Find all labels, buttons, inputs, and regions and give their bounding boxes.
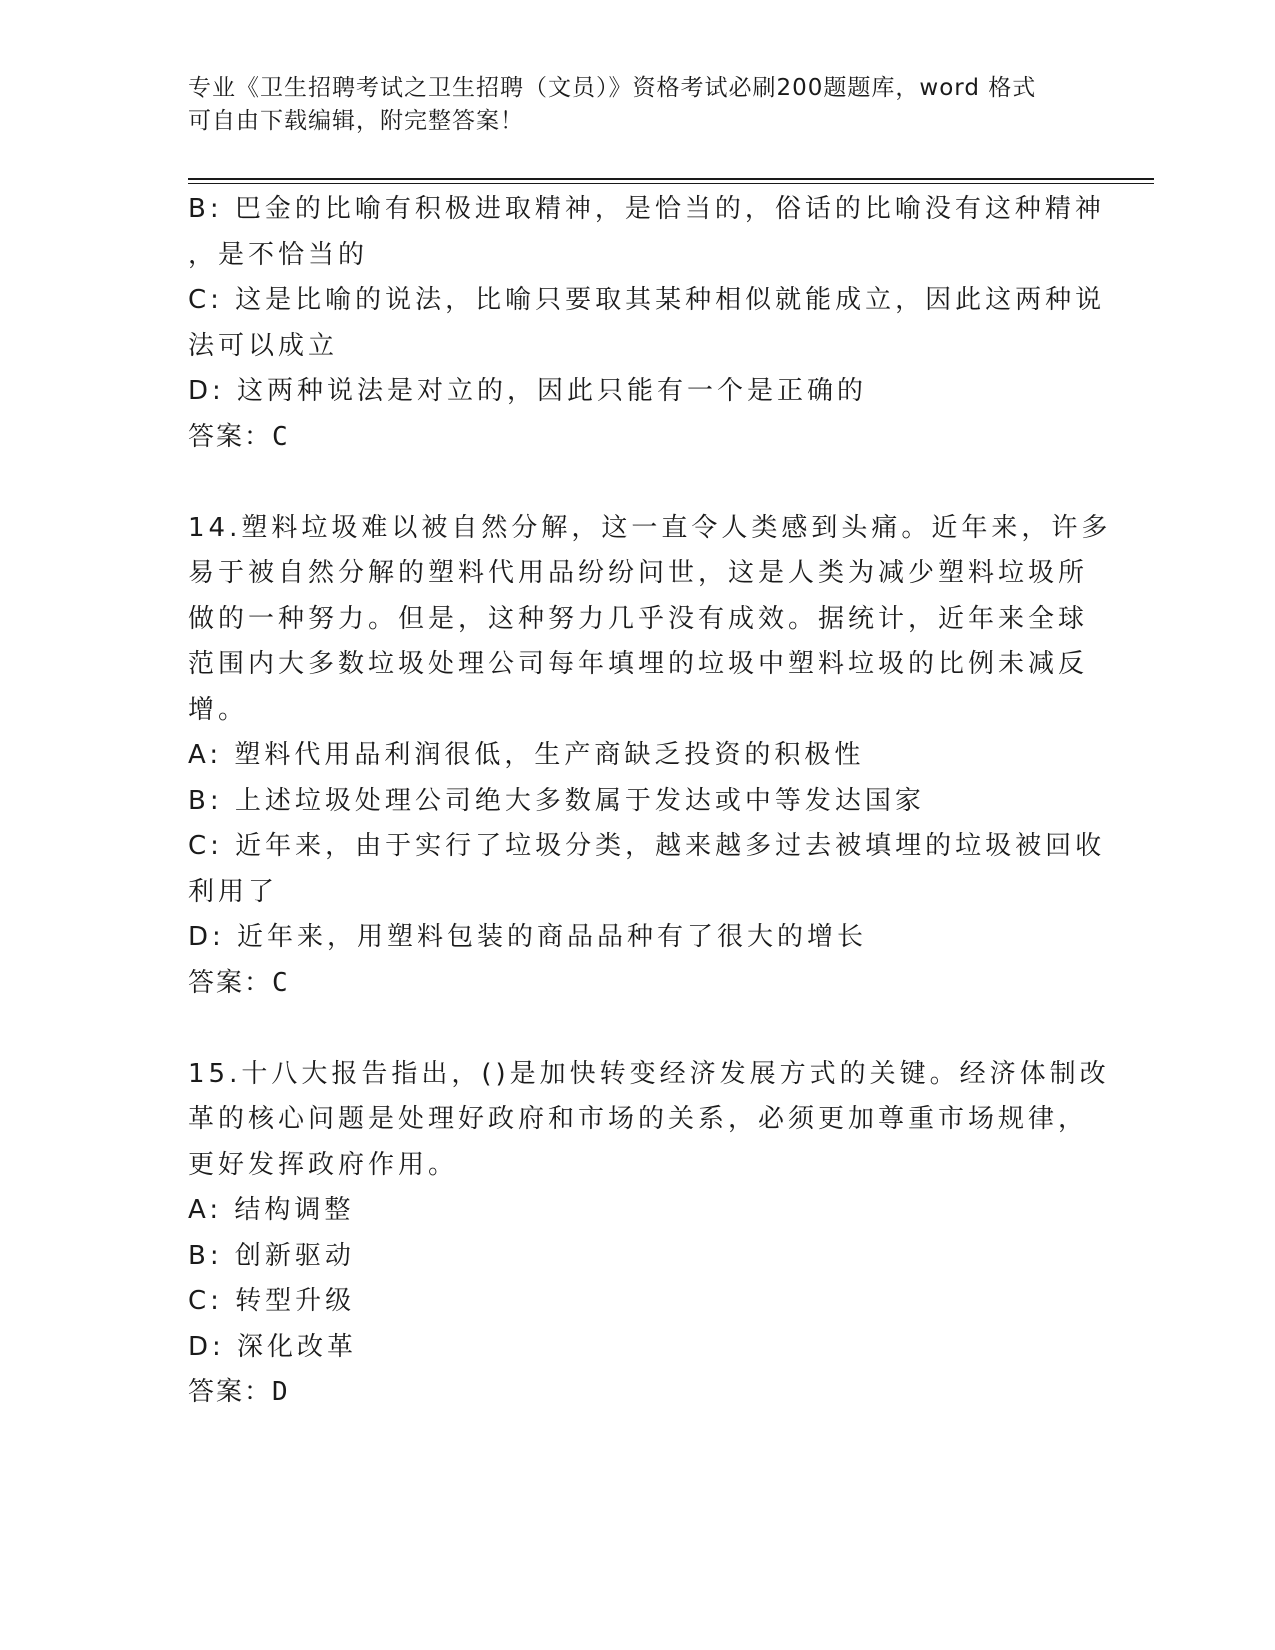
- document-header: [188, 72, 1068, 138]
- q13-answer-value: C: [272, 421, 290, 452]
- q14-answer-label: 答案：: [188, 967, 273, 998]
- q13-answer: [188, 415, 1078, 461]
- q14-stem-line-2: 易于被自然分解的塑料代用品纷纷问世，这是人类为减少塑料垃圾所: [188, 558, 1089, 588]
- q14-stem-line-1: 14.塑料垃圾难以被自然分解，这一直令人类感到头痛。近年来，许多: [188, 512, 1112, 543]
- document-body: [188, 187, 1112, 1416]
- q15-option-d: D: 深化改革: [188, 1331, 358, 1362]
- spacer: [188, 1006, 1078, 1052]
- q13-answer-label: 答案：: [188, 421, 273, 452]
- q15-answer-label: 答案：: [188, 1377, 273, 1407]
- q14-option-b: B: 上述垃圾处理公司绝大多数属于发达或中等发达国家: [188, 785, 925, 816]
- q14-option-c-line-2: 利用了: [188, 876, 279, 907]
- question-14: [188, 506, 1112, 1007]
- question-15: [188, 1052, 1110, 1416]
- q13-option-c-line-1: C: 这是比喻的说法，比喻只要取其某种相似就能成立，因此这两种说: [188, 285, 1106, 315]
- q15-option-b: B: 创新驱动: [188, 1240, 355, 1271]
- q15-option-a: A: 结构调整: [188, 1195, 355, 1225]
- header-title-line-2: 可自由下载编辑，附完整答案！: [188, 108, 524, 134]
- q13-option-c-line-2: 法可以成立: [188, 330, 339, 361]
- question-13-tail: [188, 187, 1106, 460]
- q14-stem-line-3: 做的一种努力。但是，这种努力几乎没有成效。据统计，近年来全球: [188, 603, 1089, 634]
- q15-stem-line-3: 更好发挥政府作用。: [188, 1149, 459, 1180]
- spacer: [188, 460, 1078, 506]
- header-divider-thin: [188, 183, 1154, 184]
- q15-stem-line-2: 革的核心问题是处理好政府和市场的关系，必须更加尊重市场规律，: [188, 1104, 1089, 1134]
- q13-option-d: D: 这两种说法是对立的，因此只能有一个是正确的: [188, 376, 868, 406]
- q14-answer: [188, 961, 1078, 1007]
- header-divider-thick: [188, 178, 1154, 180]
- q15-stem-line-1: 15.十八大报告指出，()是加快转变经济发展方式的关键。经济体制改: [188, 1058, 1110, 1089]
- q13-option-b-line-2: ，是不恰当的: [188, 239, 369, 270]
- q14-option-d: D: 近年来，用塑料包装的商品品种有了很大的增长: [188, 922, 868, 952]
- q15-option-c: C: 转型升级: [188, 1286, 356, 1316]
- q14-option-a: A: 塑料代用品利润很低，生产商缺乏投资的积极性: [188, 740, 865, 770]
- q13-option-b-line-1: B: 巴金的比喻有积极进取精神，是恰当的，俗话的比喻没有这种精神: [188, 194, 1105, 224]
- q14-option-c-line-1: C: 近年来，由于实行了垃圾分类，越来越多过去被填埋的垃圾被回收: [188, 831, 1106, 861]
- q15-answer-value: D: [272, 1377, 290, 1407]
- header-title-line-1: 专业《卫生招聘考试之卫生招聘（文员）》资格考试必刷200题题库，word 格式: [188, 75, 1037, 101]
- q14-stem-line-4: 范围内大多数垃圾处理公司每年填埋的垃圾中塑料垃圾的比例未减反: [188, 649, 1089, 679]
- q15-answer: [188, 1370, 1078, 1416]
- q14-stem-line-5: 增。: [188, 694, 249, 725]
- q14-answer-value: C: [272, 967, 290, 998]
